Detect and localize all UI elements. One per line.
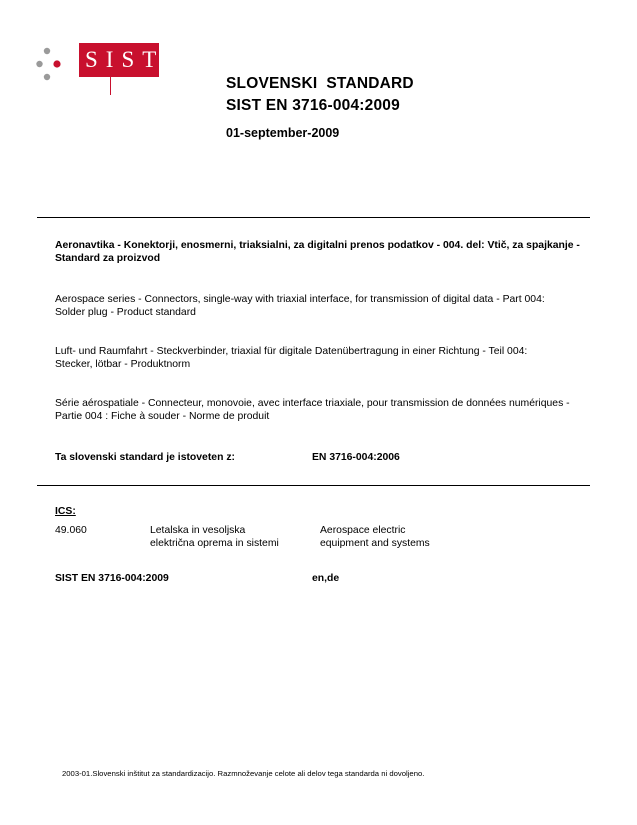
- identical-value: EN 3716-004:2006: [312, 452, 400, 463]
- publication-date: 01-september-2009: [226, 126, 340, 140]
- ics-english-desc-line1: Aerospace electric: [320, 525, 406, 536]
- title-english: Aerospace series - Connectors, single-way with triaxial interface, for transmission of digital data - Part 004: Solder plug - Product standard: [55, 294, 545, 318]
- standard-number-heading: SIST EN 3716-004:2009: [226, 97, 400, 114]
- standard-type-heading: SLOVENSKI STANDARD: [226, 75, 414, 92]
- identical-label: Ta slovenski standard je istoveten z:: [55, 452, 235, 463]
- sist-logo: SIST: [79, 43, 159, 77]
- reference-code: SIST EN 3716-004:2009: [55, 573, 169, 584]
- title-french: Série aérospatiale - Connecteur, monovoie, avec interface triaxiale, pour transmission de données numériques - Partie 004 : Fiche à souder - Norme de produit: [55, 398, 570, 422]
- ics-code: 49.060: [55, 525, 87, 536]
- title-slovenian: Aeronavtika - Konektorji, enosmerni, triaksialni, za digitalni prenos podatkov - 004. del: Vtič, za spajkanje - Standard za proizvod: [55, 240, 580, 264]
- middle-rule: [37, 485, 590, 486]
- reference-languages: en,de: [312, 573, 340, 584]
- ics-slovenian-desc-line1: Letalska in vesoljska: [150, 525, 246, 536]
- title-german: Luft- und Raumfahrt - Steckverbinder, triaxial für digitale Datenübertragung in einer Richtung - Teil 004: Stecker, lötbar - Produktnorm: [55, 346, 528, 370]
- logo-line: [110, 77, 111, 95]
- ics-heading: ICS:: [55, 506, 76, 517]
- ics-english-desc-line2: equipment and systems: [320, 538, 430, 549]
- ics-slovenian-desc-line2: električna oprema in sistemi: [150, 538, 279, 549]
- top-rule: [37, 217, 590, 218]
- sist-logo-dots: [36, 46, 76, 82]
- copyright-footer: 2003-01.Slovenski inštitut za standardizacijo. Razmnoževanje celote ali delov tega standarda ni dovoljeno.: [62, 769, 425, 778]
